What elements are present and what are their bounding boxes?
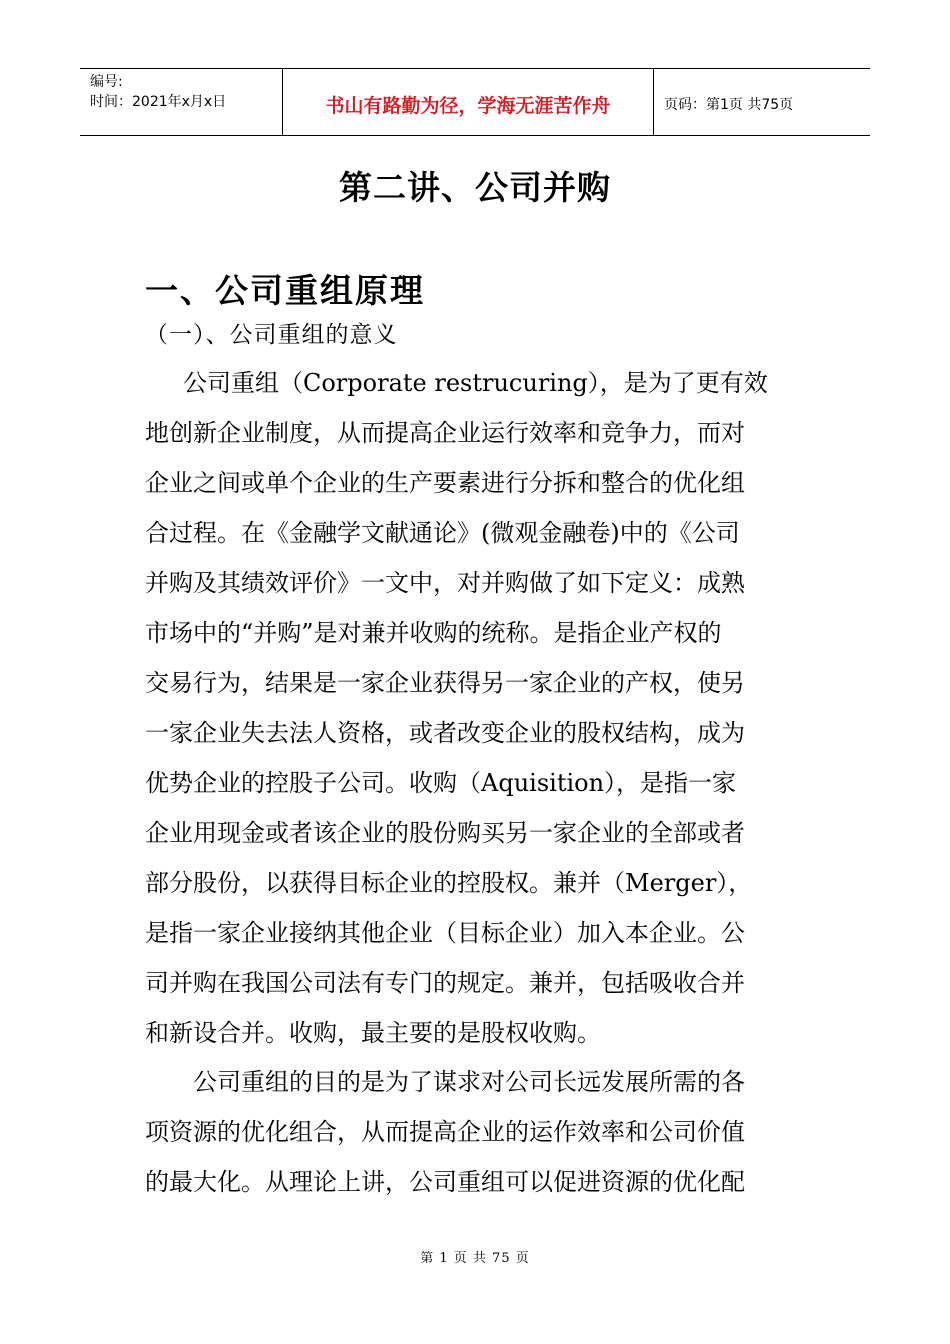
- paragraph-line: 公司重组的目的是为了谋求对公司长远发展所需的各: [193, 1068, 745, 1096]
- paragraph-line: 交易行为，结果是一家企业获得另一家企业的产权，使另: [145, 669, 745, 697]
- paragraph-line: 企业之间或单个企业的生产要素进行分拆和整合的优化组: [145, 469, 745, 497]
- paragraph-line: 市场中的“并购”是对兼并收购的统称。是指企业产权的: [145, 619, 722, 647]
- header-meta: [80, 69, 282, 135]
- paragraph-line: 公司重组（Corporate restrucuring），是为了更有效: [183, 369, 768, 397]
- paragraph-line: 一家企业失去法人资格，或者改变企业的股权结构，成为: [145, 719, 745, 747]
- paragraph-line: 并购及其绩效评价》一文中，对并购做了如下定义：成熟: [145, 569, 745, 597]
- document-title: 第二讲、公司并购: [339, 168, 611, 207]
- paragraph-1: [145, 358, 805, 1058]
- header-page-info: 页码：第1页 共75页: [664, 97, 794, 113]
- paragraph-line: 的最大化。从理论上讲，公司重组可以促进资源的优化配: [145, 1168, 745, 1196]
- paragraph-line: 企业用现金或者该企业的股份购买另一家企业的全部或者: [145, 819, 745, 847]
- paragraph-line: 部分股份，以获得目标企业的控股权。兼并（Merger），: [145, 869, 753, 897]
- subsection-heading: （一）、公司重组的意义: [145, 322, 398, 348]
- paragraph-line: 司并购在我国公司法有专门的规定。兼并，包括吸收合并: [145, 969, 745, 997]
- page-header: [80, 68, 870, 136]
- paragraph-line: 项资源的优化组合，从而提高企业的运作效率和公司价值: [145, 1118, 745, 1146]
- serial-label: 编号:: [90, 74, 123, 90]
- page-footer: 第 1 页 共 75 页: [420, 1251, 530, 1266]
- date-label: 时间：2021年x月x日: [90, 94, 227, 110]
- paragraph-line: 优势企业的控股子公司。收购（Aquisition），是指一家: [145, 769, 737, 797]
- paragraph-line: 合过程。在《金融学文献通论》(微观金融卷)中的《公司: [145, 519, 740, 547]
- section-heading: 一、公司重组原理: [145, 271, 425, 310]
- paragraph-line: 和新设合并。收购，最主要的是股权收购。: [145, 1019, 601, 1047]
- header-motto: 书山有路勤为径，学海无涯苦作舟: [282, 69, 654, 135]
- paragraph-2: [145, 1057, 805, 1207]
- paragraph-line: 地创新企业制度，从而提高企业运行效率和竞争力，而对: [145, 419, 745, 447]
- paragraph-line: 是指一家企业接纳其他企业（目标企业）加入本企业。公: [145, 919, 745, 947]
